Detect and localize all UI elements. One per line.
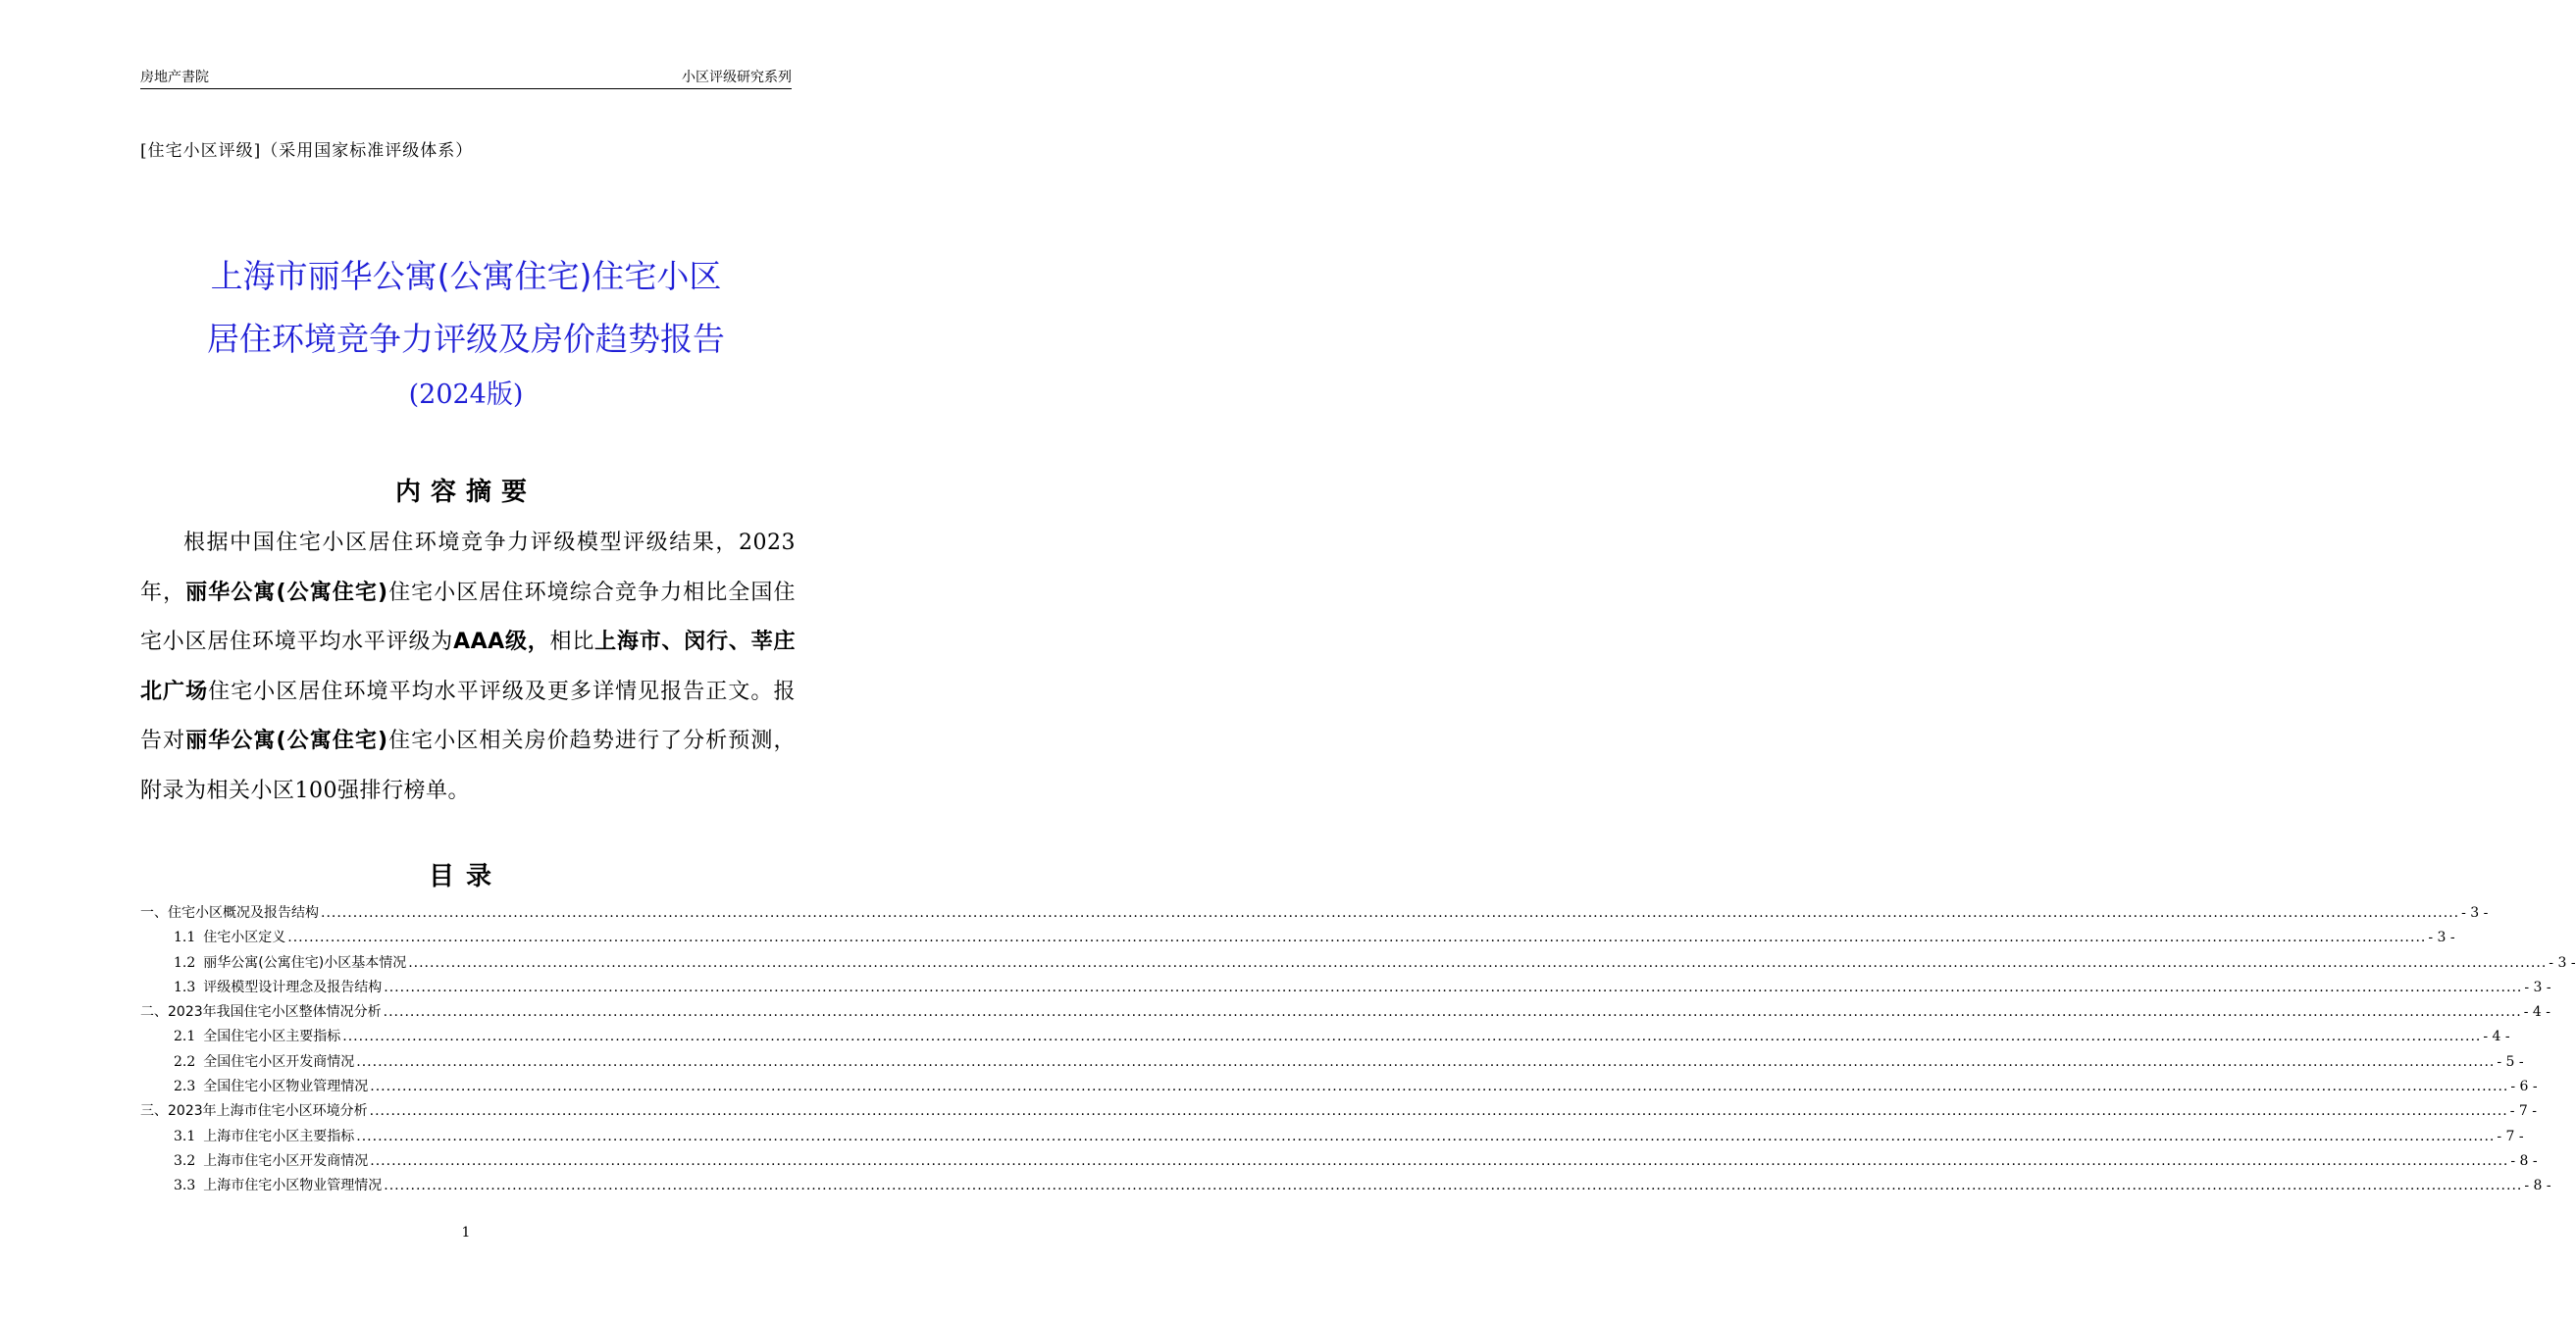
toc-leader-dots: ................................................................................................................................................................................................................................................................................................................................................................................................................	[370, 1079, 2509, 1095]
toc-entry[interactable]	[140, 1099, 2537, 1124]
toc-entry-page: - 3 -	[2549, 954, 2576, 971]
toc-entry-page: - 7 -	[2497, 1128, 2524, 1144]
toc-entry-number: 3.2	[174, 1152, 196, 1169]
toc-entry[interactable]	[140, 976, 2551, 1000]
toc-entry-title: 全国住宅小区主要指标	[203, 1029, 341, 1045]
toc-entry-title: 上海市住宅小区物业管理情况	[203, 1178, 383, 1194]
toc-leader-dots: ................................................................................................................................................................................................................................................................................................................................................................................................................	[342, 1029, 2482, 1045]
toc-entry-page: - 7 -	[2509, 1103, 2537, 1120]
abstract-text-3: 相比	[549, 630, 595, 654]
report-edition: (2024版)	[408, 380, 524, 410]
abstract-text-4: 住宅小区居住环境平均水平评级及更多详情见报告正文。报告对	[140, 679, 796, 753]
page-header	[140, 61, 792, 89]
toc-entry-title: 丽华公寓(公寓住宅)小区基本情况	[203, 954, 407, 971]
toc-leader-dots: ................................................................................................................................................................................................................................................................................................................................................................................................................	[384, 979, 2523, 995]
abstract-bold-2: AAA级，	[453, 630, 550, 654]
toc-entry-title: 上海市住宅小区主要指标	[203, 1128, 355, 1144]
toc-entry-title: 一、住宅小区概况及报告结构	[140, 905, 319, 921]
toc-entry-page: - 4 -	[2483, 1029, 2510, 1045]
toc-leader-dots: ................................................................................................................................................................................................................................................................................................................................................................................................................	[384, 1178, 2523, 1194]
toc-entry[interactable]	[140, 1000, 2550, 1025]
toc-entry[interactable]	[140, 1050, 2524, 1075]
abstract-text-1: 根据中国住宅小区居住环境竞争力评级模型评级结果，2023年，	[140, 531, 796, 605]
toc-entry-title: 全国住宅小区物业管理情况	[203, 1079, 369, 1095]
abstract-paragraph	[140, 519, 796, 816]
toc-entry-number: 1.3	[174, 979, 196, 995]
table-of-contents	[140, 901, 2576, 1199]
toc-leader-dots: ................................................................................................................................................................................................................................................................................................................................................................................................................	[356, 1053, 2496, 1070]
toc-entry-page: - 3 -	[2428, 930, 2455, 946]
toc-entry-page: - 4 -	[2523, 1004, 2550, 1021]
toc-entry-page: - 3 -	[2524, 979, 2551, 995]
toc-leader-dots: ................................................................................................................................................................................................................................................................................................................................................................................................................	[383, 1004, 2522, 1021]
report-title-line-2: 居住环境竞争力评级及房价趋势报告	[207, 320, 725, 358]
toc-entry-number: 3.1	[174, 1128, 196, 1144]
report-title-line-1: 上海市丽华公寓(公寓住宅)住宅小区	[210, 257, 722, 295]
toc-entry-page: - 6 -	[2510, 1079, 2538, 1095]
header-publisher: 房地产書院	[140, 70, 209, 85]
toc-entry-number: 2.3	[174, 1079, 196, 1095]
abstract-text-5: 住宅小区相关房价趋势进行了分析预测，附录为相关小区100强排行榜单。	[140, 729, 796, 803]
page-number: 1	[461, 1225, 471, 1241]
toc-leader-dots: ................................................................................................................................................................................................................................................................................................................................................................................................................	[370, 1152, 2509, 1169]
header-series: 小区评级研究系列	[682, 70, 792, 85]
toc-leader-dots: ................................................................................................................................................................................................................................................................................................................................................................................................................	[356, 1128, 2496, 1144]
toc-entry-page: - 5 -	[2497, 1053, 2524, 1070]
toc-entry-title: 住宅小区定义	[203, 930, 286, 946]
toc-entry-number: 2.1	[174, 1029, 196, 1045]
toc-entry-title: 全国住宅小区开发商情况	[203, 1053, 355, 1070]
abstract-bold-3: 上海市、闵行、莘庄北广场	[140, 630, 796, 704]
toc-heading: 目录	[428, 862, 503, 891]
toc-leader-dots: ................................................................................................................................................................................................................................................................................................................................................................................................................	[408, 954, 2548, 971]
toc-entry-title: 三、2023年上海市住宅小区环境分析	[140, 1103, 368, 1120]
abstract-heading: 内容摘要	[394, 478, 537, 507]
toc-leader-dots: ................................................................................................................................................................................................................................................................................................................................................................................................................	[369, 1103, 2508, 1120]
toc-entry[interactable]	[140, 1125, 2524, 1149]
toc-entry-page: - 3 -	[2461, 905, 2489, 921]
toc-leader-dots: ................................................................................................................................................................................................................................................................................................................................................................................................................	[287, 930, 2427, 946]
toc-entry-page: - 8 -	[2510, 1152, 2538, 1169]
toc-entry[interactable]	[140, 1174, 2551, 1198]
toc-entry[interactable]	[140, 1075, 2538, 1099]
toc-entry-title: 上海市住宅小区开发商情况	[203, 1152, 369, 1169]
toc-entry[interactable]	[140, 901, 2489, 926]
toc-entry-title: 评级模型设计理念及报告结构	[203, 979, 383, 995]
abstract-bold-4: 丽华公寓(公寓住宅)	[185, 729, 388, 753]
toc-entry[interactable]	[140, 1149, 2538, 1174]
abstract-bold-1: 丽华公寓(公寓住宅)	[185, 580, 388, 605]
abstract-text-2: 住宅小区居住环境综合竞争力相比全国住宅小区居住环境平均水平评级为	[140, 580, 796, 654]
toc-entry[interactable]	[140, 1025, 2510, 1049]
toc-entry-number: 2.2	[174, 1053, 196, 1070]
toc-leader-dots: ................................................................................................................................................................................................................................................................................................................................................................................................................	[321, 905, 2460, 921]
toc-entry-number: 1.2	[174, 954, 196, 971]
report-category: [住宅小区评级]（采用国家标准评级体系）	[140, 141, 474, 161]
toc-entry-page: - 8 -	[2524, 1178, 2551, 1194]
toc-entry-title: 二、2023年我国住宅小区整体情况分析	[140, 1004, 382, 1021]
toc-entry-number: 1.1	[174, 930, 196, 946]
toc-entry[interactable]	[140, 951, 2576, 976]
toc-entry[interactable]	[140, 926, 2455, 950]
toc-entry-number: 3.3	[174, 1178, 196, 1194]
